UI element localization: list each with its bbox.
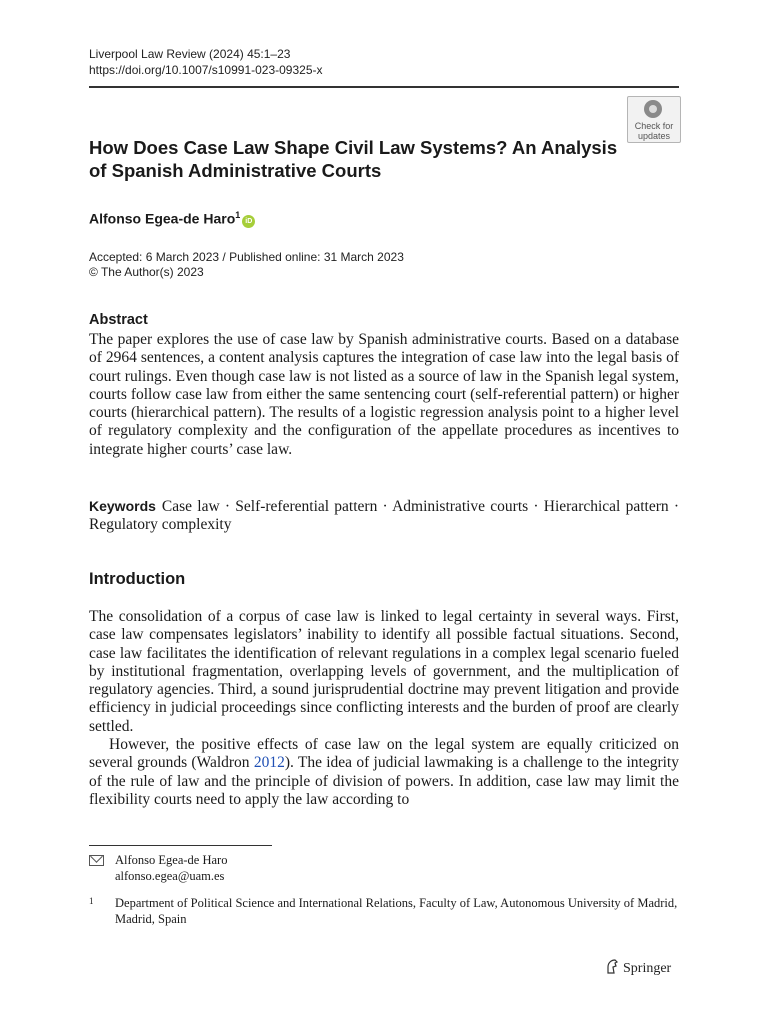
journal-header xyxy=(89,46,323,78)
springer-horse-icon xyxy=(605,959,619,974)
article-title: How Does Case Law Shape Civil Law Systems? An Analysis of Spanish Administrative Courts xyxy=(89,137,618,181)
publication-dates xyxy=(89,250,404,280)
footnote-email[interactable]: alfonso.egea@uam.es xyxy=(115,869,225,883)
introduction-heading: Introduction xyxy=(89,570,186,588)
keywords-list: Case law · Self-referential pattern · Administrative courts · Hierarchical pattern · Regulatory complexity xyxy=(89,498,679,534)
check-updates-icon xyxy=(644,100,662,118)
publisher-logo xyxy=(605,959,671,978)
header-rule xyxy=(89,86,679,88)
author-affiliation-mark: 1 xyxy=(235,210,241,220)
intro-p2-start: However, the positive effects of case law on the legal system are equally criticized on several grounds (Waldron xyxy=(89,736,679,772)
citation-link[interactable]: 2012 xyxy=(253,754,285,772)
accepted-published: Accepted: 6 March 2023 / Published online: 31 March 2023 xyxy=(89,250,404,264)
journal-citation: Liverpool Law Review (2024) 45:1–23 xyxy=(89,47,291,61)
intro-paragraph-2 xyxy=(89,736,679,809)
keywords xyxy=(89,497,679,535)
intro-p2-end: ). The idea of judicial lawmaking is a challenge to the integrity of the rule of law and the principle of division of powers. In addition, case law may limit the flexibility courts need to apply the law according to xyxy=(89,754,679,808)
orcid-icon[interactable]: iD xyxy=(242,215,255,228)
badge-line-2: updates xyxy=(637,131,671,141)
doi-link[interactable]: https://doi.org/10.1007/s10991-023-09325-x xyxy=(89,63,323,77)
abstract-text: The paper explores the use of case law by Spanish administrative courts. Based on a database of 2964 sentences, a content analysis captures the integration of case law into the legal basis of court rulings. Even though case law is not listed as a source of law in the Spanish legal system, courts follow case law from either the same sentencing court (self-referential pattern) or higher courts (hierarchical pattern). The results of a logistic regression analysis point to a higher level of regulatory complexity and the configuration of the appellate procedures as incentives to integrate higher courts’ case law. xyxy=(89,331,679,458)
author-name[interactable]: Alfonso Egea-de Haro xyxy=(89,210,236,227)
introduction-body xyxy=(89,608,679,809)
abstract-heading: Abstract xyxy=(89,312,148,328)
envelope-icon xyxy=(89,855,104,866)
footnote-author: Alfonso Egea-de Haro xyxy=(115,853,228,867)
affiliation-number: 1 xyxy=(89,896,94,906)
keywords-label: Keywords xyxy=(89,498,156,514)
author-line xyxy=(89,206,255,228)
publisher-name: Springer xyxy=(623,961,672,976)
badge-line-1: Check for xyxy=(634,121,674,131)
copyright: © The Author(s) 2023 xyxy=(89,265,204,279)
intro-paragraph-1: The consolidation of a corpus of case law is linked to legal certainty in several ways. First, case law compensates legislators’ inability to identify all possible factual situations. Second, case law facilitates the identification of relevant regulations in a complex legal scenario fueled by institutional fragmentation, overlapping levels of government, and the multiplication of regulatory agencies. Third, a sound jurisprudential doctrine may prevent litigation and provide efficiency in judicial proceedings since conflicting interests and the burden of proof are clearly settled. xyxy=(89,608,679,735)
footnote-rule xyxy=(89,845,272,846)
affiliation-text: Department of Political Science and International Relations, Faculty of Law, Autonomous University of Madrid, Madrid, Spain xyxy=(115,896,678,926)
check-for-updates-badge[interactable] xyxy=(627,96,681,143)
